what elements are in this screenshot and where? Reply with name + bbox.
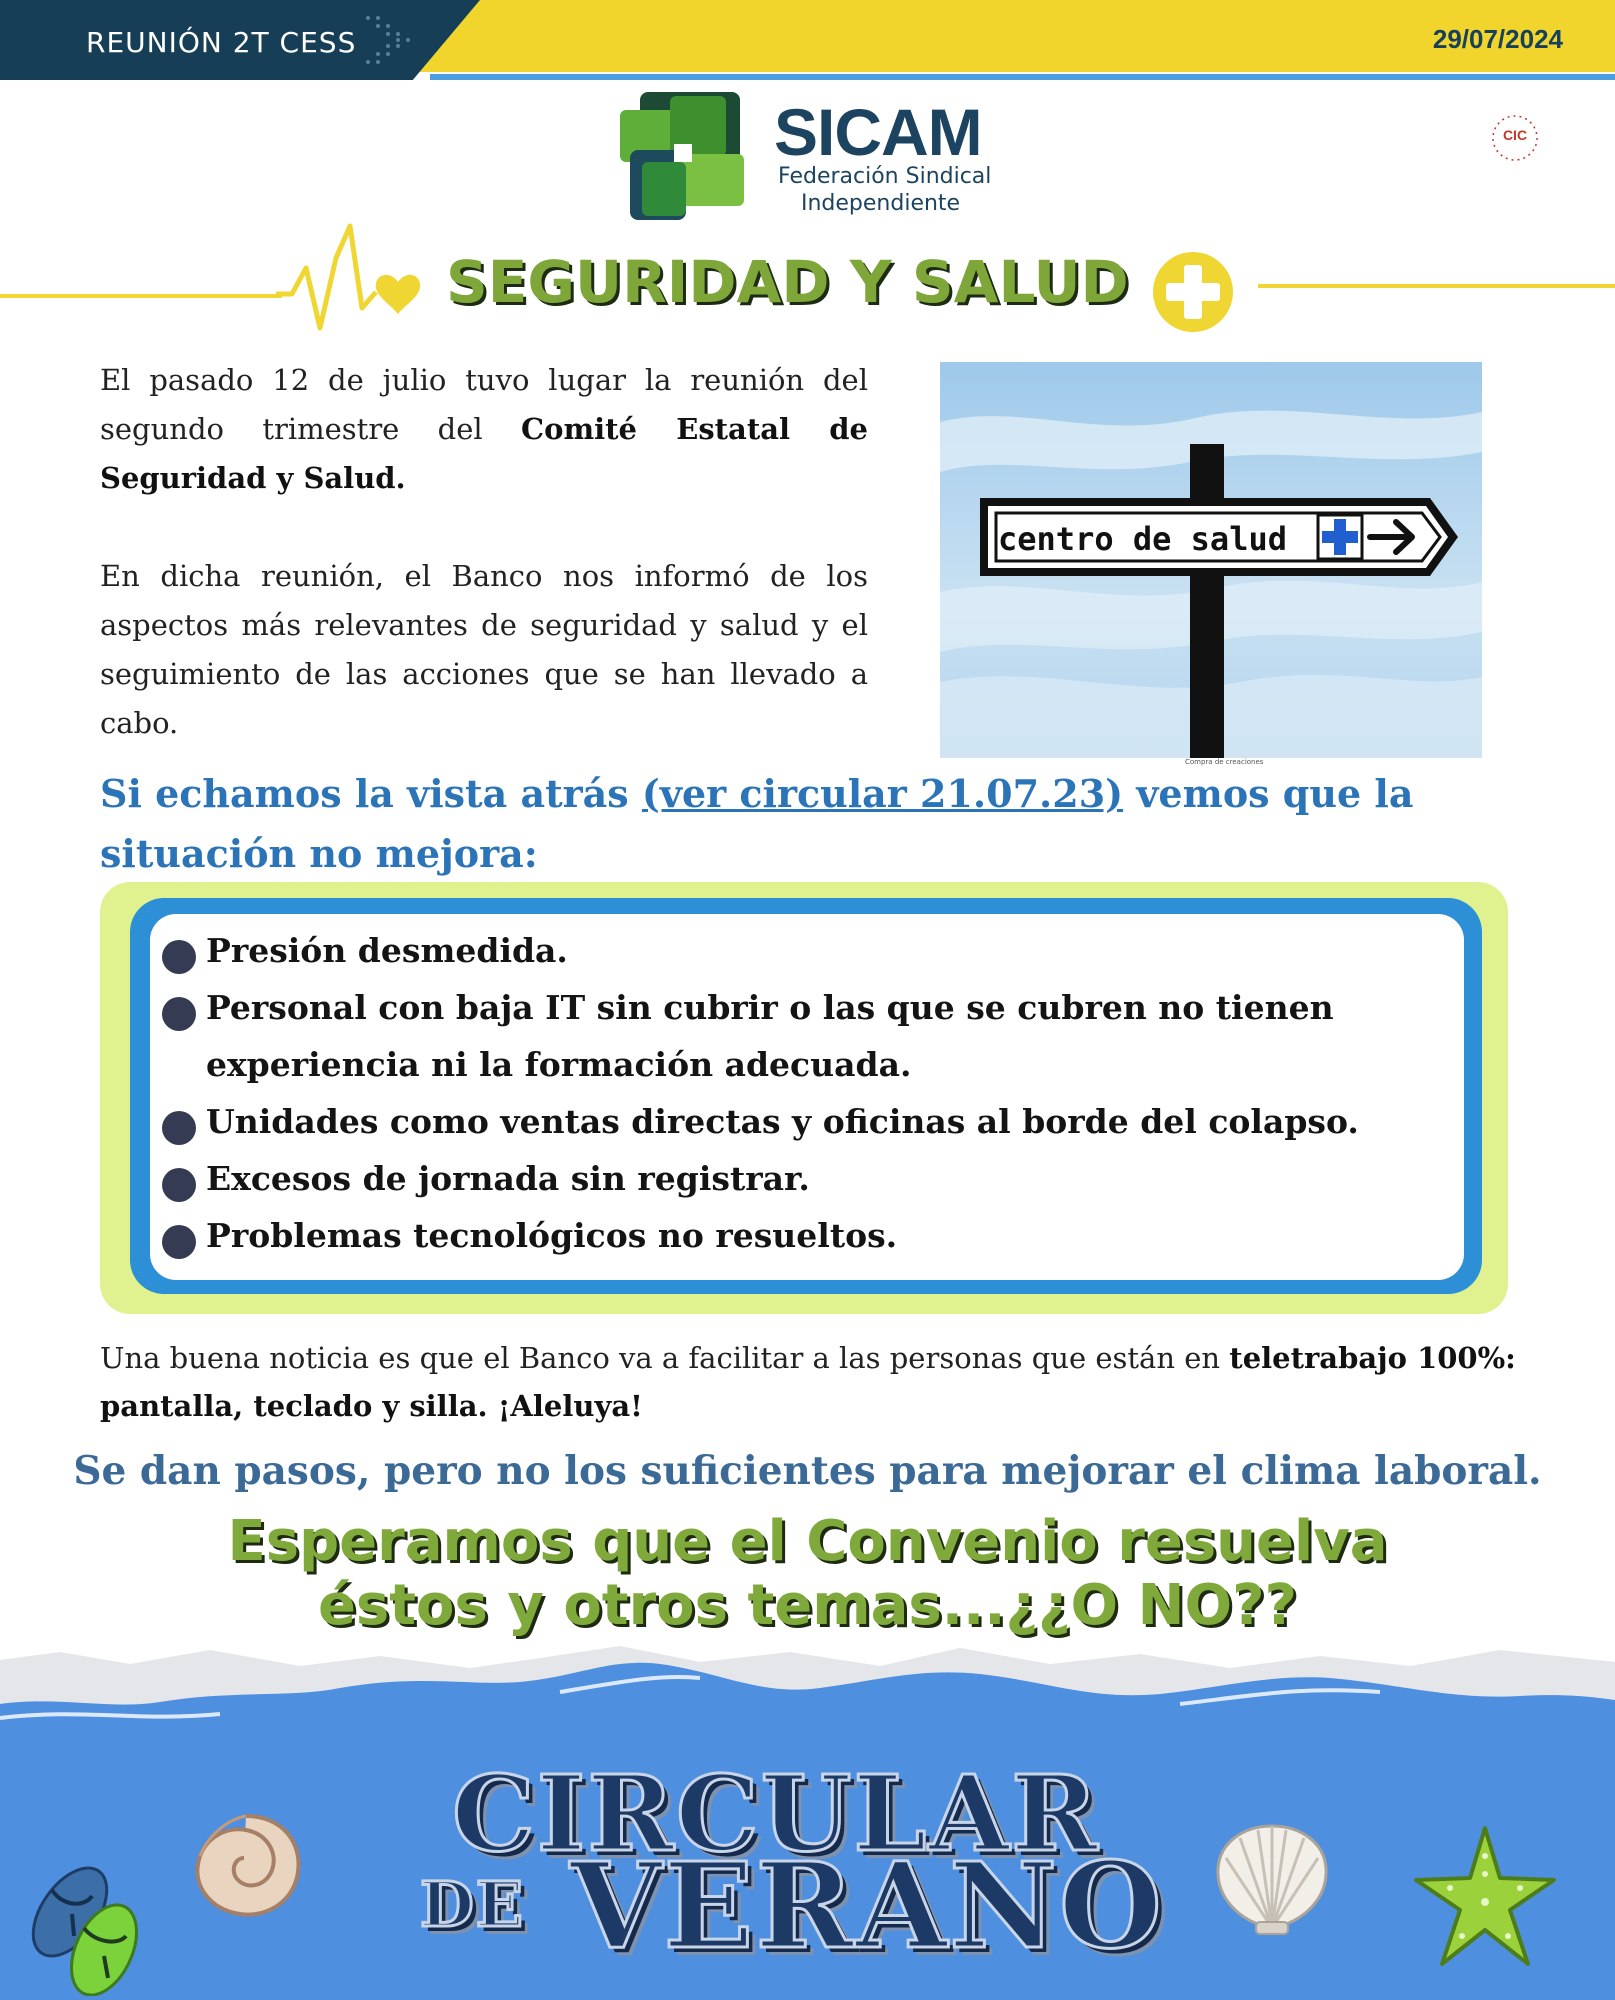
scallop-shell-icon (1210, 1818, 1334, 1936)
closing-headline-line-1: Esperamos que el Convenio resuelva (227, 1509, 1388, 1574)
bullet-dot-icon (162, 1111, 196, 1145)
committee-name: Comité Estatal de Seguridad y Salud. (100, 412, 868, 495)
intro-text (100, 356, 868, 748)
issues-list (162, 922, 1452, 1264)
good-news-text: Una buena noticia es que el Banco va a facilitar a las personas que están en teletrabajo 100%: pantalla, teclado y silla. ¡Aleluya! (100, 1341, 1516, 1423)
health-center-sign-image (940, 362, 1482, 766)
spiral-shell-icon (186, 1806, 308, 1924)
flip-flops-icon (22, 1850, 152, 1996)
top-banner (0, 0, 1615, 80)
page-title: SEGURIDAD Y SALUD (446, 248, 1129, 316)
circular-date: 29/07/2024 (1432, 24, 1563, 54)
cic-label: CIC (1502, 127, 1528, 143)
starfish-icon (1410, 1822, 1560, 1972)
footer-word-verano: VERANO (570, 1836, 1164, 1975)
previous-circular-link[interactable]: (ver circular 21.07.23) (641, 771, 1124, 816)
bullet-dot-icon (162, 1225, 196, 1259)
sign-text: centro de salud (998, 520, 1287, 558)
sicam-logo-icon (618, 88, 748, 224)
list-item: Problemas tecnológicos no resueltos. (162, 1207, 1452, 1264)
closing-headline-line-2: éstos y otros temas...¿¿O NO?? (317, 1573, 1298, 1638)
heartbeat-icon (276, 218, 436, 348)
list-item: Excesos de jornada sin registrar. (162, 1150, 1452, 1207)
footer-word-de: DE (420, 1868, 526, 1941)
title-line-left (0, 294, 282, 298)
image-credit: Compra de creaciones (1185, 758, 1264, 766)
logo-subtitle-2: Independiente (801, 191, 961, 216)
bullet-dot-icon (162, 1168, 196, 1202)
chevron-pattern-icon (360, 8, 420, 72)
logo-subtitle-1: Federación Sindical (778, 164, 992, 189)
meeting-label: REUNIÓN 2T CESS (86, 26, 357, 59)
cic-badge (1490, 113, 1540, 163)
list-item: Unidades como ventas directas y oficinas al borde del colapso. (162, 1093, 1452, 1150)
sicam-logo (618, 88, 998, 224)
list-item: Presión desmedida. (162, 922, 1452, 979)
intro-paragraph-2: En dicha reunión, el Banco nos informó de los aspectos más relevantes de seguridad y salud y el seguimiento de las acciones que se han llevado a cabo. (100, 559, 868, 740)
lookback-heading: Si echamos la vista atrás (ver circular 21.07.23) vemos que la situación no mejora: (100, 771, 1414, 876)
steps-statement: Se dan pasos, pero no los suficientes para mejorar el clima laboral. (73, 1448, 1542, 1494)
title-line-right (1258, 284, 1615, 288)
bullet-dot-icon (162, 940, 196, 974)
bullet-dot-icon (162, 997, 196, 1031)
closing-headline (0, 1510, 1615, 1638)
footer-word-circular: CIRCULAR (452, 1752, 1100, 1875)
plus-badge-icon (1150, 249, 1236, 335)
list-item: Personal con baja IT sin cubrir o las que se cubren no tienen experiencia ni la formación adecuada. (162, 979, 1452, 1093)
blue-divider (430, 74, 1615, 80)
intro-paragraph-1: El pasado 12 de julio tuvo lugar la reunión del segundo trimestre del Comité Estatal de Seguridad y Salud. (100, 363, 868, 495)
heart-icon (376, 275, 420, 314)
telework-items: teletrabajo 100%: pantalla, teclado y silla. ¡Aleluya! (100, 1341, 1516, 1423)
logo-name: SICAM (774, 95, 982, 169)
